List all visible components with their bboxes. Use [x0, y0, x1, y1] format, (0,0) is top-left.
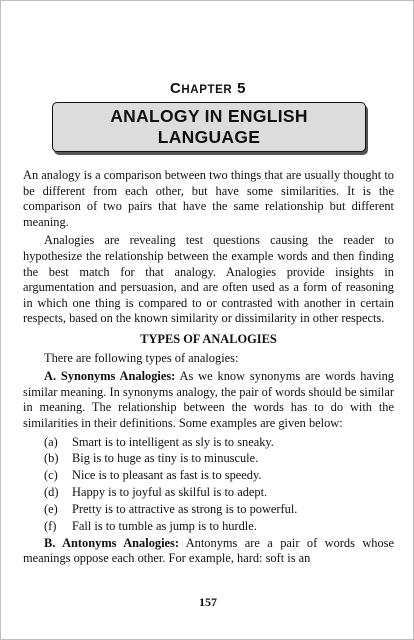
antonyms-text: Antonyms are a pair of words whose meanings oppose each other. For example, hard: soft is an: [23, 535, 394, 566]
list-item-letter: (d): [44, 485, 59, 500]
list-item: [23, 519, 394, 535]
list-item-letter: (a): [44, 434, 58, 449]
list-item-text: Nice is to pleasant as fast is to speedy.: [72, 468, 262, 483]
list-item: [23, 502, 394, 518]
intro-paragraph: An analogy is a comparison between two things that are usually thought to be different from each other, but have some similarities. It is the comparison of two pairs that have the same relationship but different meaning.: [23, 168, 394, 229]
list-item-text: Big is to huge as tiny is to minuscule.: [72, 451, 259, 466]
chapter-title-line-2: LANGUAGE: [157, 127, 261, 147]
chapter-label-rest: HAPTER: [181, 84, 233, 96]
examples-list: [23, 435, 394, 535]
list-item: [23, 485, 394, 501]
chapter-label: [1, 80, 414, 97]
list-item-letter: (f): [44, 518, 57, 533]
chapter-title-line-1: ANALOGY IN ENGLISH: [110, 106, 308, 126]
synonyms-text: As we know synonyms are words having similar meaning. In synonyms analogy, the pair of words should be similar in meaning. The relationship between the words has to do with the similarities in their definitions. Some examples are given below:: [23, 369, 394, 430]
antonyms-label: B. Antonyms Analogies:: [44, 535, 179, 550]
page-body: [23, 168, 394, 570]
synonyms-paragraph: [23, 369, 394, 431]
list-item-text: Smart is to intelligent as sly is to sneaky.: [72, 434, 274, 449]
second-paragraph: Analogies are revealing test questions causing the reader to hypothesize the relationship between the example words and then finding the best match for that analogy. Analogies provide insights in argumentation and persuasion, and are often used as a form of reasoning in which one thing is compared to or contrasted with another in certain respects, based on the known similarity or dissimilarity in other respects.: [23, 233, 394, 326]
chapter-label-initial: C: [169, 80, 182, 97]
list-item-letter: (e): [44, 502, 58, 517]
list-item-text: Happy is to joyful as skilful is to adept.: [72, 485, 268, 500]
chapter-title-box: [52, 102, 366, 152]
types-heading: TYPES OF ANALOGIES: [140, 331, 277, 346]
page-number: 157: [199, 595, 217, 609]
list-item-letter: (c): [44, 468, 58, 483]
list-item: [23, 468, 394, 484]
antonyms-paragraph: [23, 536, 394, 567]
chapter-title: [110, 106, 308, 148]
list-item: [23, 435, 394, 451]
list-item-text: Fall is to tumble as jump is to hurdle.: [72, 518, 257, 533]
synonyms-label: A. Synonyms Analogies:: [44, 369, 176, 384]
list-item: [23, 451, 394, 467]
chapter-number: 5: [237, 80, 247, 97]
types-intro: There are following types of analogies:: [44, 350, 239, 365]
list-item-text: Pretty is to attractive as strong is to powerful.: [72, 502, 298, 517]
list-item-letter: (b): [44, 451, 59, 466]
